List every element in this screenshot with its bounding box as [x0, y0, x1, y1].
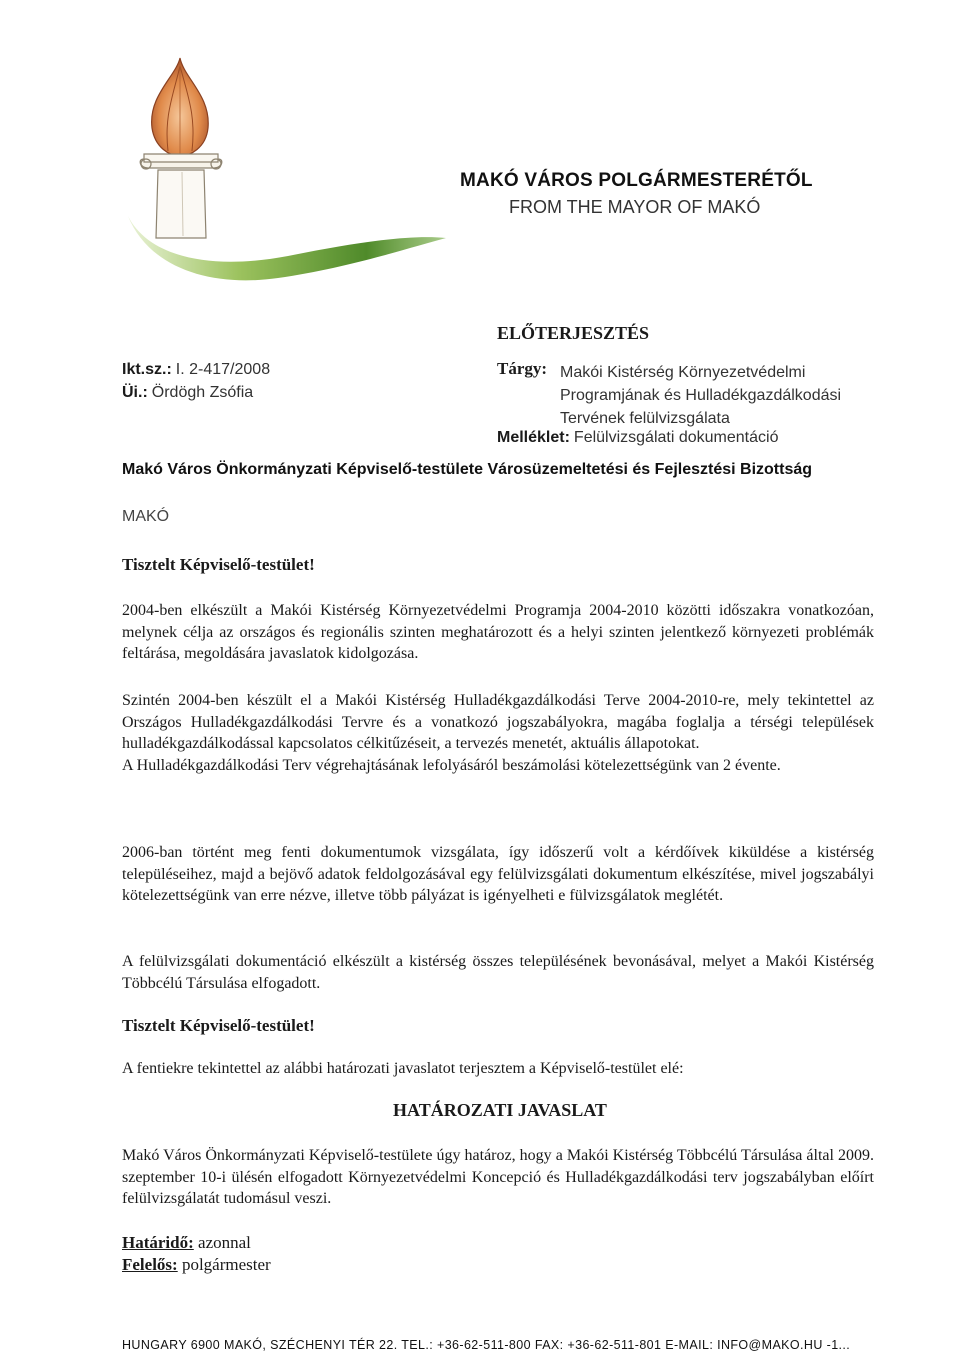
addressee: Makó Város Önkormányzati Képviselő-testülete Városüzemeltetési és Fejlesztési Bizottság — [122, 461, 813, 478]
mako-logo — [118, 56, 448, 301]
paragraph: A fentiekre tekintettel az alábbi határozati javaslatot terjesztem a Képviselő-testület elé: — [122, 1060, 684, 1077]
ui-label: Üi.: — [122, 384, 148, 401]
melleklet-label: Melléklet: — [497, 429, 570, 446]
salutation: Tisztelt Képviselő-testület! — [122, 555, 315, 574]
hatarido-label: Határidő: — [122, 1233, 194, 1252]
salutation-repeat: Tisztelt Képviselő-testület! — [122, 1016, 315, 1035]
document-type: ELŐTERJESZTÉS — [497, 323, 650, 343]
targy-line: Makói Kistérség Környezetvédelmi — [560, 364, 806, 381]
ui-row — [122, 384, 253, 402]
paragraph: 2006-ban történt meg fenti dokumentumok vizsgálata, így időszerű volt a kérdőívek kiküldése a kistérség településeihez, majd a bejövő adatok feldolgozásával egy felülvizsgálati dokumentum elkészítése, mivel jogszabályi kötelezettségünk van erre nézve, illetve több pályázat is igényelheti e fülvizsgálatok meglétét. — [122, 844, 874, 905]
resolution-text: Makó Város Önkormányzati Képviselő-testülete úgy határoz, hogy a Makói Kistérség Többcélú Társulása által 2009. szeptember 10-i ülésén elfogadott Környezetvédelmi Koncepció és Hulladékgazdálkodási terv jogszabályban előírt felülvizsgálatát tudomásul veszi. — [122, 1147, 874, 1208]
page-title: MAKÓ VÁROS POLGÁRMESTERÉTŐL — [460, 170, 813, 191]
paragraph-text: A Hulladékgazdálkodási Terv végrehajtásának lefolyásáról beszámolási kötelezettségünk van 2 évente. — [122, 756, 781, 774]
resolution-title: HATÁROZATI JAVASLAT — [393, 1100, 607, 1120]
footer-contact: HUNGARY 6900 MAKÓ, SZÉCHENYI TÉR 22. TEL.: +36-62-511-800 FAX: +36-62-511-801 E-MAIL: INFO@MAKO.HU -1... — [122, 1338, 851, 1352]
paragraph-text: Szintén 2004-ben készült el a Makói Kistérség Hulladékgazdálkodási Terve 2004-2010-re, mely tekintettel az Országos Hulladékgazdálkodási Tervre és a vonatkozó jogszabályokra, magába foglalja a térségi települések hulladékgazdálkodással kapcsolatos célkitűzéseit, a tervezés menetét, aktuális állapotokat. — [122, 692, 874, 753]
targy-line: Tervének felülvizsgálata — [560, 410, 730, 427]
city: MAKÓ — [122, 508, 170, 525]
felelos-label: Felelős: — [122, 1255, 178, 1274]
iktsz-label: Ikt.sz.: — [122, 361, 172, 378]
melleklet-value: Felülvizsgálati dokumentáció — [573, 429, 779, 446]
iktsz-value: I. 2-417/2008 — [175, 361, 271, 378]
iktsz-row — [122, 361, 270, 379]
paragraph: 2004-ben elkészült a Makói Kistérség Környezetvédelmi Programja 2004-2010 közötti időszakra vonatkozóan, melynek célja az országos és regionális szinten meghatározott és a helyi szinten jelentkező környezeti problémák feltárása, megoldására javaslatok kidolgozása. — [122, 602, 874, 663]
onion-icon — [152, 58, 209, 156]
targy-label: Tárgy: — [497, 359, 548, 378]
page-subtitle: FROM THE MAYOR OF MAKÓ — [509, 197, 761, 217]
column-icon — [140, 154, 222, 238]
melleklet-row — [497, 429, 778, 447]
felelos-row — [122, 1255, 271, 1275]
paragraph: A felülvizsgálati dokumentáció elkészült a kistérség összes településének bevonásával, melyet a Makói Kistérség Többcélú Társulása elfogadott. — [122, 953, 874, 992]
paragraph — [122, 690, 874, 776]
ui-value: Ördögh Zsófia — [151, 384, 254, 401]
targy-line: Programjának és Hulladékgazdálkodási — [560, 387, 842, 404]
targy-value — [560, 361, 890, 430]
felelos-value: polgármester — [181, 1255, 271, 1274]
hatarido-row — [122, 1233, 251, 1253]
hatarido-value: azonnal — [198, 1233, 251, 1252]
